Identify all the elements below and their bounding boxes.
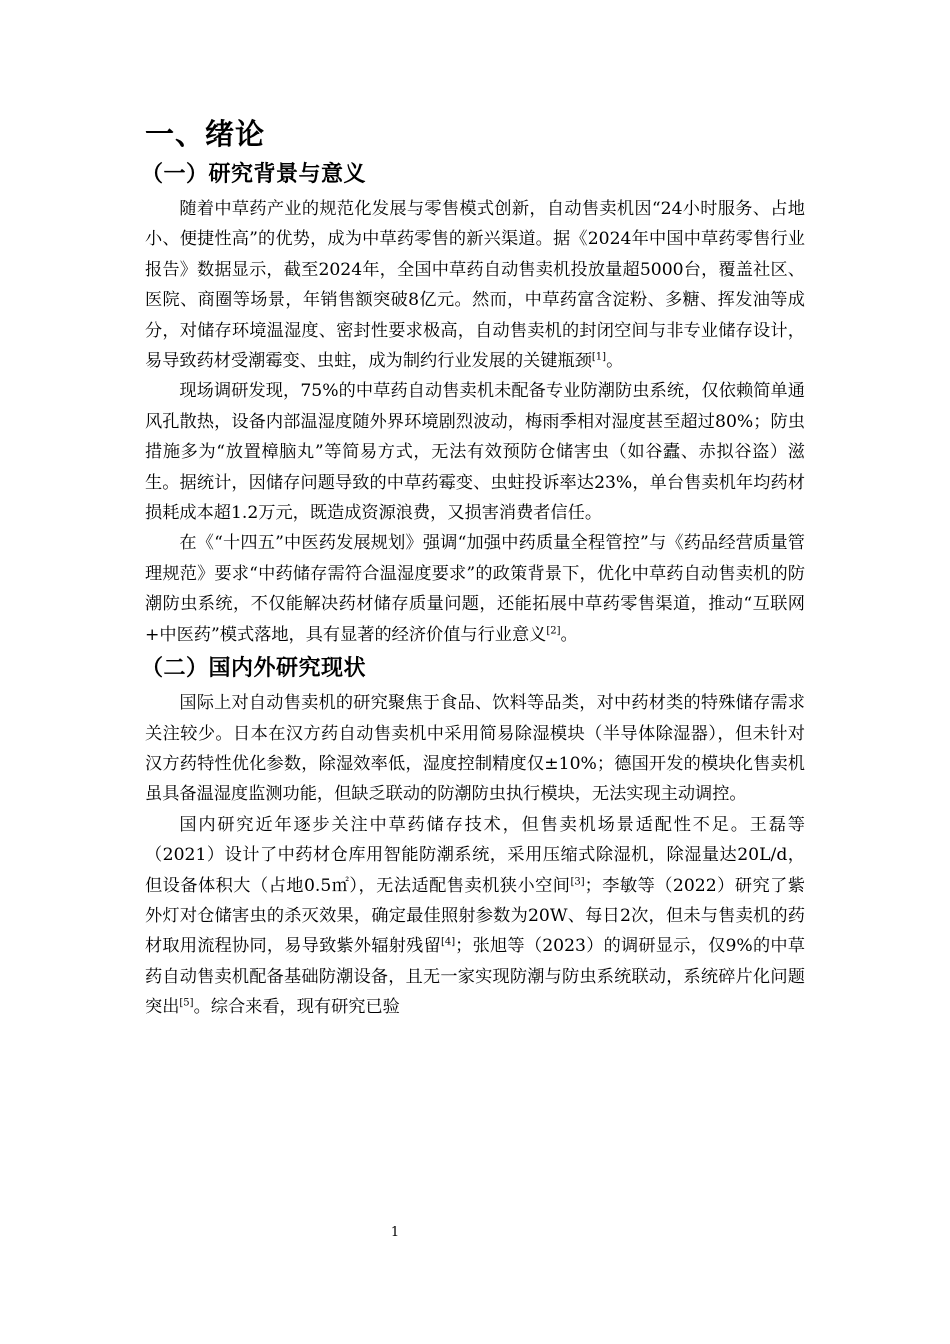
section-heading-background: （一）研究背景与意义 [141, 162, 367, 187]
paragraph-text-end: 。 [560, 624, 578, 645]
paragraph-text: 随着中草药产业的规范化发展与零售模式创新，自动售卖机因“24小时服务、占地小、便捷性高”的优势，成为中草药零售的新兴渠道。据《2024年中国中草药零售行业报告》数据显示，截至2024年，全国中草药自动售卖机投放量超5000台，覆盖社区、医院、商圈等场景，年销售额突破8亿元。然而，中草药富含淀粉、多糖、挥发油等成分，对储存环境温湿度、密封性要求极高，自动售卖机的封闭空间与非专业储存设计，易导致药材受潮霉变、虫蛀，成为制约行业发展的关键瓶颈 [145, 199, 805, 372]
paragraph-text: 国内研究近年逐步关注中草药储存技术，但售卖机场景适配性不足。王磊等（2021）设计了中药材仓库用智能防潮系统，采用压缩式除湿机，除湿量达20L/d，但设备体积大（占地0.5㎡），无法适配售卖机狭小空间 [145, 814, 805, 896]
section-heading-research-status: （二）国内外研究现状 [141, 656, 367, 682]
paragraph-background-2: 现场调研发现，75%的中草药自动售卖机未配备专业防潮防虫系统，仅依赖简单通风孔散热，设备内部温湿度随外界环境剧烈波动，梅雨季相对湿度甚至超过80%；防虫措施多为“放置樟脑丸”等简易方式，无法有效预防仓储害虫（如谷蠹、赤拟谷盗）滋生。据统计，因储存问题导致的中草药霉变、虫蛀投诉率达23%，单台售卖机年均药材损耗成本超1.2万元，既造成资源浪费，又损害消费者信任。 [145, 381, 805, 524]
paragraph-research-2 [145, 810, 805, 1023]
chapter-heading: 一、绪论 [145, 117, 266, 151]
citation-ref: [5] [179, 997, 194, 1009]
paragraph-research-1: 国际上对自动售卖机的研究聚焦于食品、饮料等品类，对中药材类的特殊储存需求关注较少。日本在汉方药自动售卖机中采用简易除湿模块（半导体除湿器），但未针对汉方药特性优化参数，除湿效率低，湿度控制精度仅±10%；德国开发的模块化售卖机虽具备温湿度监测功能，但缺乏联动的防潮防虫执行模块，无法实现主动调控。 [145, 693, 805, 805]
paragraph-background-3 [145, 528, 805, 650]
paragraph-text-end: 。 [606, 351, 624, 372]
paragraph-text: ；张旭等（2023）的调研显示，仅9%的中草药自动售卖机配备基础防潮设备，且无一家实现防潮与防虫系统联动，系统碎片化问题突出 [145, 936, 805, 1018]
citation-ref: [4] [441, 936, 456, 948]
page-number: 1 [390, 1225, 400, 1240]
citation-ref: [2] [546, 624, 561, 636]
paragraph-text: 。综合来看，现有研究已验 [193, 997, 400, 1018]
paragraph-text: 在《“十四五”中医药发展规划》强调“加强中药质量全程管控”与《药品经营质量管理规范》要求“中药储存需符合温湿度要求”的政策背景下，优化中草药自动售卖机的防潮防虫系统，不仅能解决药材储存质量问题，还能拓展中草药零售渠道，推动“互联网+中医药”模式落地，具有显著的经济价值与行业意义 [145, 533, 805, 645]
paragraph-background-1 [145, 194, 805, 376]
citation-ref: [3] [570, 875, 585, 887]
citation-ref: [1] [591, 351, 607, 363]
paragraph-text: ；李敏等（2022）研究了紫外灯对仓储害虫的杀灭效果，确定最佳照射参数为20W、每日2次，但未与售卖机的药材取用流程协同，易导致紫外辐射残留 [145, 875, 805, 957]
document-body [141, 112, 805, 1023]
